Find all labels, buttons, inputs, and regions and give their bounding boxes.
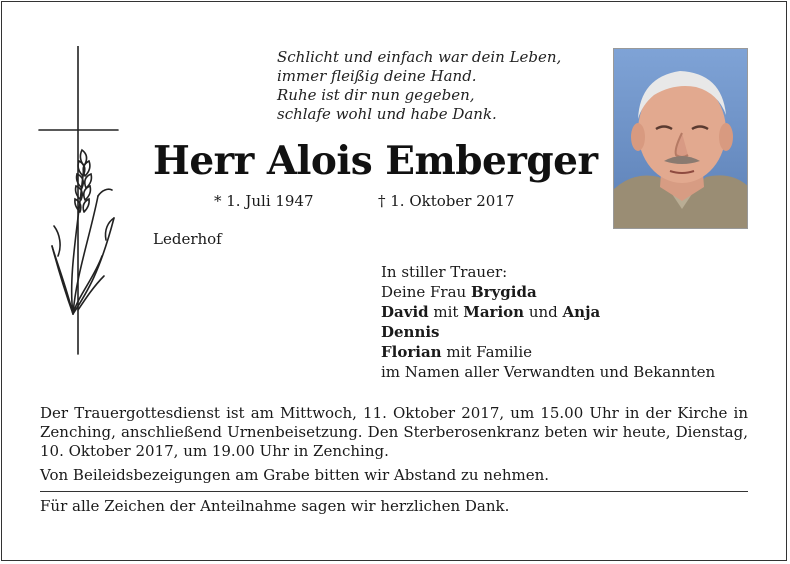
- mourner-text: Deine Frau: [381, 283, 471, 301]
- mourner-text: und: [524, 303, 563, 321]
- poem-line: Ruhe ist dir nun gegeben,: [277, 86, 475, 104]
- mourner-line: [381, 302, 715, 322]
- condolence-note: Von Beileidsbezeigungen am Grabe bitten wir Abstand zu nehmen.: [40, 466, 550, 484]
- thanks-note: Für alle Zeichen der Anteilnahme sagen wir herzlichen Dank.: [40, 497, 510, 515]
- mourner-name: Marion: [463, 303, 525, 321]
- mourner-name: Dennis: [381, 323, 440, 341]
- mourners-list: [381, 262, 715, 382]
- mourner-text: mit Familie: [441, 343, 533, 361]
- birth-date: * 1. Juli 1947: [214, 192, 314, 210]
- poem-line: schlafe wohl und habe Dank.: [277, 105, 497, 123]
- mourner-line: [381, 282, 715, 302]
- poem-line: immer fleißig deine Hand.: [277, 67, 477, 85]
- mourner-name: Brygida: [470, 283, 537, 301]
- poem-line: Schlicht und einfach war dein Leben,: [277, 48, 562, 66]
- deceased-name: Herr Alois Emberger: [153, 138, 598, 184]
- place-of-residence: Lederhof: [153, 230, 222, 248]
- mourner-line: [381, 322, 715, 342]
- service-text: Der Trauergottesdienst ist am Mittwoch, 11. Oktober 2017, um 15.00 Uhr in der Kirche in Zenching, anschließend Urnenbeisetzung. Den Sterberosenkranz beten wir heute, Dienstag, 10. Oktober 2017, um 19.00 Uhr in Zenching.: [40, 404, 748, 460]
- divider: [40, 491, 748, 492]
- mourner-name: David: [381, 303, 429, 321]
- mourner-line: im Namen aller Verwandten und Bekannten: [381, 363, 716, 381]
- mourners-intro: In stiller Trauer:: [381, 263, 508, 281]
- mourner-line: [381, 342, 715, 362]
- service-info: [40, 404, 748, 461]
- mourner-name: Florian: [381, 343, 442, 361]
- portrait-photo: [613, 48, 748, 229]
- mourner-name: Anja: [562, 303, 601, 321]
- cross-with-wheat-icon: [38, 46, 128, 358]
- poem: [277, 48, 561, 124]
- death-date: † 1. Oktober 2017: [378, 192, 515, 210]
- mourner-text: mit: [428, 303, 464, 321]
